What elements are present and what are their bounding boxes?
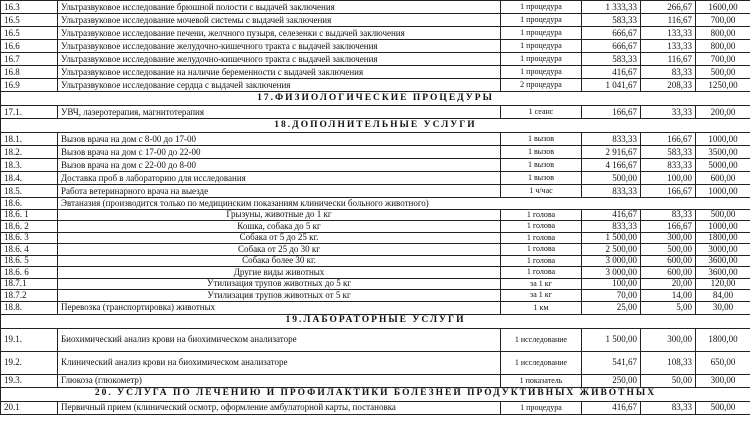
row-service-name: Первичный прием (клинический осмотр, оформление амбулаторной карты, постановка (58, 401, 501, 414)
table-row (1, 27, 750, 40)
row-vat: 166,67 (641, 221, 696, 233)
table-row (1, 278, 750, 290)
row-total: 800,00 (696, 40, 750, 53)
row-service-name: Грызуны, животные до 1 кг (58, 209, 501, 221)
row-service-name: Ультразвуковое исследование на наличие беременности с выдачей заключения (58, 66, 501, 79)
row-total: 600,00 (696, 172, 750, 185)
row-total: 3500,00 (696, 146, 750, 159)
row-price: 666,67 (582, 40, 641, 53)
row-unit: 1 процедура (501, 66, 582, 79)
table-row (1, 290, 750, 302)
row-total: 500,00 (696, 401, 750, 414)
row-service-name: Вызов врача на дом с 17-00 до 22-00 (58, 146, 501, 159)
row-code: 18.5. (1, 185, 58, 198)
row-price: 416,67 (582, 66, 641, 79)
table-row (1, 401, 750, 414)
table-row (1, 159, 750, 172)
row-unit: 1 вызов (501, 146, 582, 159)
row-vat: 83,33 (641, 66, 696, 79)
section-header-row (1, 119, 750, 133)
row-vat: 116,67 (641, 53, 696, 66)
row-vat: 20,00 (641, 278, 696, 290)
row-unit: за 1 кг (501, 290, 582, 302)
row-vat: 600,00 (641, 255, 696, 267)
row-service-name: Вызов врача на дом с 22-00 до 8-00 (58, 159, 501, 172)
row-code: 16.9 (1, 79, 58, 92)
row-vat: 14,00 (641, 290, 696, 302)
row-total: 120,00 (696, 278, 750, 290)
row-total: 3600,00 (696, 255, 750, 267)
row-total: 3600,00 (696, 267, 750, 279)
row-price: 583,33 (582, 14, 641, 27)
row-total: 30,00 (696, 301, 750, 314)
row-code: 16.6 (1, 40, 58, 53)
row-code: 18.6. 2 (1, 221, 58, 233)
row-service-name: Утилизация трупов животных до 5 кг (58, 278, 501, 290)
table-row (1, 209, 750, 221)
table-row (1, 244, 750, 256)
row-unit: за 1 кг (501, 278, 582, 290)
row-total: 700,00 (696, 53, 750, 66)
row-unit: 2 процедура (501, 79, 582, 92)
row-vat: 500,00 (641, 244, 696, 256)
row-vat: 833,33 (641, 159, 696, 172)
table-row (1, 106, 750, 119)
row-code: 16.7 (1, 53, 58, 66)
row-service-name: Другие виды животных (58, 267, 501, 279)
table-row (1, 328, 750, 351)
row-code: 17.1. (1, 106, 58, 119)
row-unit: 1 вызов (501, 172, 582, 185)
row-vat: 33,33 (641, 106, 696, 119)
row-price: 833,33 (582, 133, 641, 146)
table-row (1, 53, 750, 66)
row-unit: 1 процедура (501, 40, 582, 53)
row-code: 19.2. (1, 351, 58, 374)
row-code: 18.7.2 (1, 290, 58, 302)
row-price: 583,33 (582, 53, 641, 66)
row-total: 800,00 (696, 27, 750, 40)
row-unit: 1 голова (501, 244, 582, 256)
row-total: 1250,00 (696, 79, 750, 92)
row-price: 416,67 (582, 401, 641, 414)
row-total: 84,00 (696, 290, 750, 302)
table-row (1, 232, 750, 244)
row-service-name: Биохимический анализ крови на биохимическом анализаторе (58, 328, 501, 351)
row-code: 16.5 (1, 14, 58, 27)
table-row (1, 66, 750, 79)
table-row (1, 185, 750, 198)
row-vat: 5,00 (641, 301, 696, 314)
row-unit: 1 сеанс (501, 106, 582, 119)
section-title: 18.ДОПОЛНИТЕЛЬНЫЕ УСЛУГИ (1, 119, 750, 133)
section-header-row (1, 387, 750, 401)
row-price: 100,00 (582, 278, 641, 290)
row-code: 18.3. (1, 159, 58, 172)
row-price: 166,67 (582, 106, 641, 119)
row-service-name: Собака от 5 до 25 кг. (58, 232, 501, 244)
row-service-name: Ультразвуковое исследование брюшной полости с выдачей заключения (58, 1, 501, 14)
row-service-name: Работа ветеринарного врача на выезде (58, 185, 501, 198)
row-service-name: Перевозка (транспортировка) животных (58, 301, 501, 314)
row-unit: 1 процедура (501, 27, 582, 40)
row-vat: 208,33 (641, 79, 696, 92)
row-total: 500,00 (696, 209, 750, 221)
row-code: 16.5 (1, 27, 58, 40)
table-row (1, 14, 750, 27)
price-list-body (1, 1, 750, 415)
row-price: 1 333,33 (582, 1, 641, 14)
row-total: 1600,00 (696, 1, 750, 14)
row-vat: 583,33 (641, 146, 696, 159)
row-price: 1 041,67 (582, 79, 641, 92)
row-service-name: Ультразвуковое исследование желудочно-кишечного тракта с выдачей заключения (58, 40, 501, 53)
table-row (1, 1, 750, 14)
row-unit: 1 голова (501, 232, 582, 244)
table-row (1, 255, 750, 267)
row-total: 700,00 (696, 14, 750, 27)
row-total: 1000,00 (696, 133, 750, 146)
row-price: 833,33 (582, 185, 641, 198)
row-price: 3 000,00 (582, 255, 641, 267)
row-price: 416,67 (582, 209, 641, 221)
row-unit: 1 исследование (501, 351, 582, 374)
row-service-name: Собака от 25 до 30 кг (58, 244, 501, 256)
row-vat: 133,33 (641, 27, 696, 40)
row-vat: 600,00 (641, 267, 696, 279)
row-service-name: Вызов врача на дом с 8-00 до 17-00 (58, 133, 501, 146)
row-code: 18.6. 4 (1, 244, 58, 256)
table-row (1, 267, 750, 279)
table-row (1, 79, 750, 92)
row-service-name: УВЧ, лазеротерапия, магнитотерапия (58, 106, 501, 119)
table-row (1, 172, 750, 185)
table-row (1, 221, 750, 233)
row-service-name: Глюкоза (глюкометр) (58, 374, 501, 387)
row-price: 666,67 (582, 27, 641, 40)
row-code: 18.1. (1, 133, 58, 146)
row-vat: 108,33 (641, 351, 696, 374)
table-row (1, 40, 750, 53)
note-row (1, 198, 750, 210)
row-code: 18.6. 5 (1, 255, 58, 267)
table-row (1, 133, 750, 146)
table-row (1, 351, 750, 374)
row-unit: 1 процедура (501, 401, 582, 414)
row-note: Эвтаназия (производится только по медицинским показаниям клинически больного животного) (58, 198, 750, 210)
row-price: 500,00 (582, 172, 641, 185)
row-total: 300,00 (696, 374, 750, 387)
row-unit: 1 вызов (501, 159, 582, 172)
row-price: 3 000,00 (582, 267, 641, 279)
row-price: 833,33 (582, 221, 641, 233)
row-vat: 116,67 (641, 14, 696, 27)
section-title: 17.ФИЗИОЛОГИЧЕСКИЕ ПРОЦЕДУРЫ (1, 92, 750, 106)
row-vat: 266,67 (641, 1, 696, 14)
row-code: 16.3 (1, 1, 58, 14)
row-total: 200,00 (696, 106, 750, 119)
row-unit: 1 км (501, 301, 582, 314)
row-code: 18.6. (1, 198, 58, 210)
row-code: 18.4. (1, 172, 58, 185)
row-vat: 166,67 (641, 185, 696, 198)
row-service-name: Кошка, собака до 5 кг (58, 221, 501, 233)
section-header-row (1, 314, 750, 328)
row-price: 250,00 (582, 374, 641, 387)
row-price: 4 166,67 (582, 159, 641, 172)
row-code: 18.6. 3 (1, 232, 58, 244)
row-code: 20.1 (1, 401, 58, 414)
row-vat: 300,00 (641, 232, 696, 244)
row-code: 18.6. 6 (1, 267, 58, 279)
row-total: 3000,00 (696, 244, 750, 256)
row-vat: 83,33 (641, 209, 696, 221)
row-unit: 1 ч/час (501, 185, 582, 198)
row-unit: 1 голова (501, 221, 582, 233)
row-code: 16.8 (1, 66, 58, 79)
row-unit: 1 процедура (501, 1, 582, 14)
row-unit: 1 процедура (501, 14, 582, 27)
row-code: 18.7.1 (1, 278, 58, 290)
row-price: 70,00 (582, 290, 641, 302)
row-service-name: Собака более 30 кг. (58, 255, 501, 267)
row-total: 500,00 (696, 66, 750, 79)
row-price: 2 916,67 (582, 146, 641, 159)
row-vat: 100,00 (641, 172, 696, 185)
row-code: 18.2. (1, 146, 58, 159)
row-price: 25,00 (582, 301, 641, 314)
row-vat: 133,33 (641, 40, 696, 53)
row-service-name: Ультразвуковое исследование мочевой системы с выдачей заключения (58, 14, 501, 27)
row-service-name: Утилизация трупов животных от 5 кг (58, 290, 501, 302)
row-unit: 1 голова (501, 209, 582, 221)
row-total: 5000,00 (696, 159, 750, 172)
row-service-name: Ультразвуковое исследование желудочно-кишечного тракта с выдачей заключения (58, 53, 501, 66)
row-price: 1 500,00 (582, 328, 641, 351)
row-service-name: Доставка проб в лабораторию для исследования (58, 172, 501, 185)
row-price: 1 500,00 (582, 232, 641, 244)
row-service-name: Ультразвуковое исследование сердца с выдачей заключения (58, 79, 501, 92)
row-total: 1800,00 (696, 328, 750, 351)
row-total: 650,00 (696, 351, 750, 374)
row-code: 19.3. (1, 374, 58, 387)
row-total: 1000,00 (696, 185, 750, 198)
row-total: 1000,00 (696, 221, 750, 233)
row-code: 18.8. (1, 301, 58, 314)
row-code: 19.1. (1, 328, 58, 351)
section-header-row (1, 92, 750, 106)
row-total: 1800,00 (696, 232, 750, 244)
row-service-name: Ультразвуковое исследование печени, желчного пузыря, селезенки с выдачей заключения (58, 27, 501, 40)
table-row (1, 301, 750, 314)
row-unit: 1 голова (501, 255, 582, 267)
row-vat: 166,67 (641, 133, 696, 146)
row-unit: 1 голова (501, 267, 582, 279)
section-title: 19.ЛАБОРАТОРНЫЕ УСЛУГИ (1, 314, 750, 328)
row-price: 2 500,00 (582, 244, 641, 256)
row-price: 541,67 (582, 351, 641, 374)
row-vat: 50,00 (641, 374, 696, 387)
row-unit: 1 исследование (501, 328, 582, 351)
section-title: 20. УСЛУГА ПО ЛЕЧЕНИЮ И ПРОФИЛАКТИКИ БОЛЕЗНЕЙ ПРОДУКТИВНЫХ ЖИВОТНЫХ (1, 387, 750, 401)
row-unit: 1 показатель (501, 374, 582, 387)
row-unit: 1 процедура (501, 53, 582, 66)
row-code: 18.6. 1 (1, 209, 58, 221)
table-row (1, 146, 750, 159)
row-vat: 300,00 (641, 328, 696, 351)
table-row (1, 374, 750, 387)
row-vat: 83,33 (641, 401, 696, 414)
row-service-name: Клинический анализ крови на биохимическом анализаторе (58, 351, 501, 374)
row-unit: 1 вызов (501, 133, 582, 146)
